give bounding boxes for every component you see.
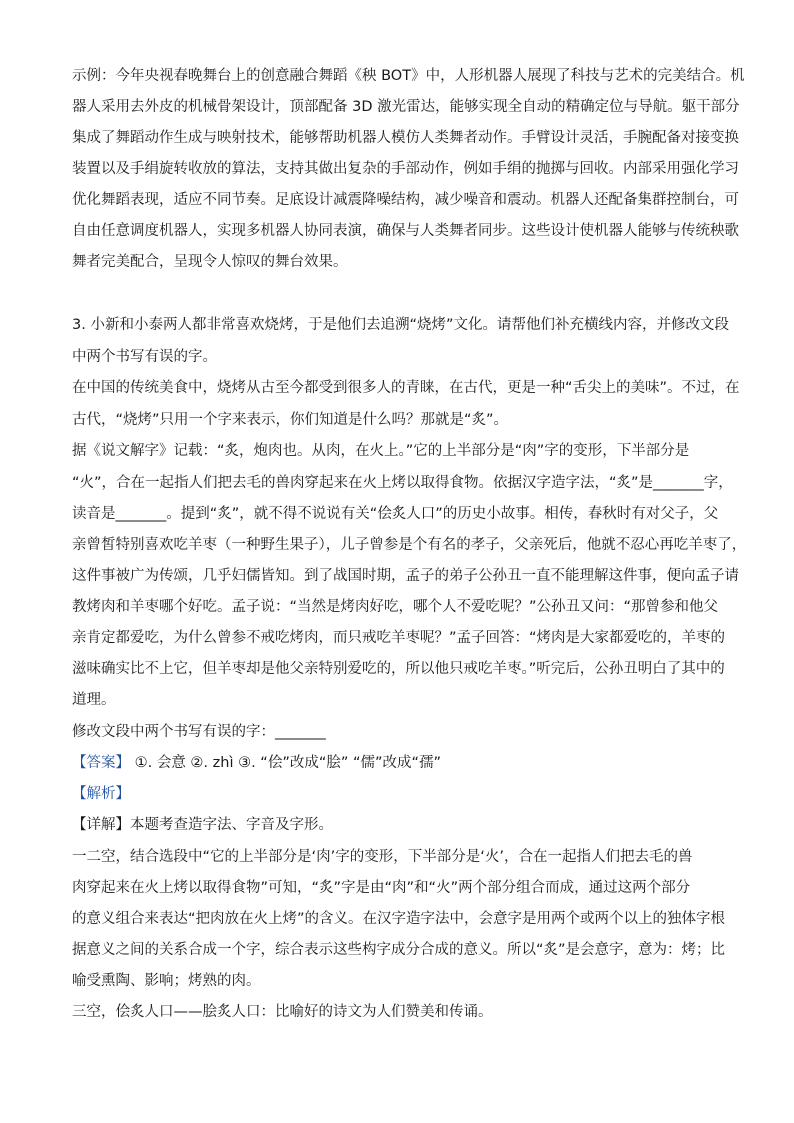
example-line: 示例：今年央视春晚舞台上的创意融合舞蹈《秧 BOT》中，人形机器人展现了科技与艺术的完美结合。机: [72, 68, 745, 84]
question-line: 滋味确实比不上它，但羊枣却是他父亲特别爱吃的，所以他只戒吃羊枣。”听完后，公孙丑明白了其中的: [72, 661, 725, 677]
example-line: 器人采用去外皮的机械骨架设计，顶部配备 3D 激光雷达，能够实现全自动的精确定位与导航。躯干部分: [72, 99, 740, 115]
analysis-tag: 【解析】: [72, 786, 130, 802]
question-line: 亲肯定都爱吃，为什么曾参不戒吃烤肉，而只戒吃羊枣呢？”孟子回答：“烤肉是大家都爱吃的，羊枣的: [72, 630, 726, 646]
example-line: 优化舞蹈表现，适应不同节奏。足底设计减震降噪结构，减少噪音和震动。机器人还配备集群控制台，可: [72, 192, 739, 208]
example-line: 集成了舞蹈动作生成与映射技术，能够帮助机器人模仿人类舞者动作。手臂设计灵活，手腕配备对接变换: [72, 130, 739, 146]
analysis-line: 三空，侩炙人口——脍炙人口：比喻好的诗文为人们赞美和传诵。: [72, 1004, 493, 1020]
question-line: 教烤肉和羊枣哪个好吃。孟子说：“当然是烤肉好吃，哪个人不爱吃呢？”公孙丑又问：“那曾参和他父: [72, 599, 719, 615]
example-line: 装置以及手绢旋转收放的算法，支持其做出复杂的手部动作，例如手绢的抛掷与回收。内部采用强化学习: [72, 161, 739, 177]
question-line: 这件事被广为传颂，几乎妇儒皆知。到了战国时期，孟子的弟子公孙丑一直不能理解这件事，便向孟子请: [72, 568, 739, 584]
question-line: 在中国的传统美食中，烧烤从古至今都受到很多人的青睐，在古代，更是一种“舌尖上的美味”。不过，在: [72, 380, 740, 396]
question-line: 3. 小新和小泰两人都非常喜欢烧烤，于是他们去追溯“烧烤”文化。请帮他们补充横线内容，并修改文段: [72, 317, 729, 333]
question-line: 据《说文解字》记载：“炙，炮肉也。从肉，在火上。”它的上半部分是“肉”字的变形，下半部分是: [72, 443, 690, 459]
question-line: 修改文段中两个书写有误的字：_______: [72, 724, 326, 740]
example-line: 自由任意调度机器人，实现多机器人协同表演，确保与人类舞者同步。这些设计使机器人能够与传统秧歌: [72, 223, 739, 239]
question-line: 亲曾皙特别喜欢吃羊枣（一种野生果子），儿子曾参是个有名的孝子，父亲死后，他就不忍心再吃羊枣了，: [72, 537, 747, 553]
question-line: 古代，“烧烤”只用一个字来表示，你们知道是什么吗？那就是“炙”。: [72, 412, 509, 428]
analysis-line: 【详解】本题考查造字法、字音及字形。: [72, 817, 333, 833]
analysis-line: 据意义之间的关系合成一个字，综合表示这些构字成分合成的意义。所以“炙”是会意字，意为：烤；比: [72, 942, 726, 958]
question-line: 中两个书写有误的字。: [72, 349, 217, 365]
analysis-line: 的意义组合来表达“把肉放在火上烤”的含义。在汉字造字法中，会意字是用两个或两个以上的独体字根: [72, 911, 726, 927]
analysis-line: 肉穿起来在火上烤以取得食物”可知，“炙”字是由“肉”和“火”两个部分组合而成，通过这两个部分: [72, 880, 691, 896]
analysis-line: 喻受熏陶、影响；烤熟的肉。: [72, 973, 261, 989]
answer-tag: 【答案】: [72, 755, 130, 771]
question-line: 道理。: [72, 692, 116, 708]
question-line: “火”，合在一起指人们把去毛的兽肉穿起来在火上烤以取得食物。依据汉字造字法，“炙”是_______字，: [72, 475, 733, 491]
answer-text: ①. 会意 ②. zhì ③. “侩”改成“脍” “儒”改成“孺”: [130, 755, 442, 771]
example-line: 舞者完美配合，呈现令人惊叹的舞台效果。: [72, 254, 348, 270]
answer-line: [72, 753, 441, 773]
question-line: 读音是_______。提到“炙”，就不得不说说有关“侩炙人口”的历史小故事。相传，春秋时有对父子，父: [72, 506, 719, 522]
analysis-line: 一二空，结合选段中“它的上半部分是‘肉’字的变形，下半部分是‘火’，合在一起指人们把去毛的兽: [72, 849, 693, 865]
